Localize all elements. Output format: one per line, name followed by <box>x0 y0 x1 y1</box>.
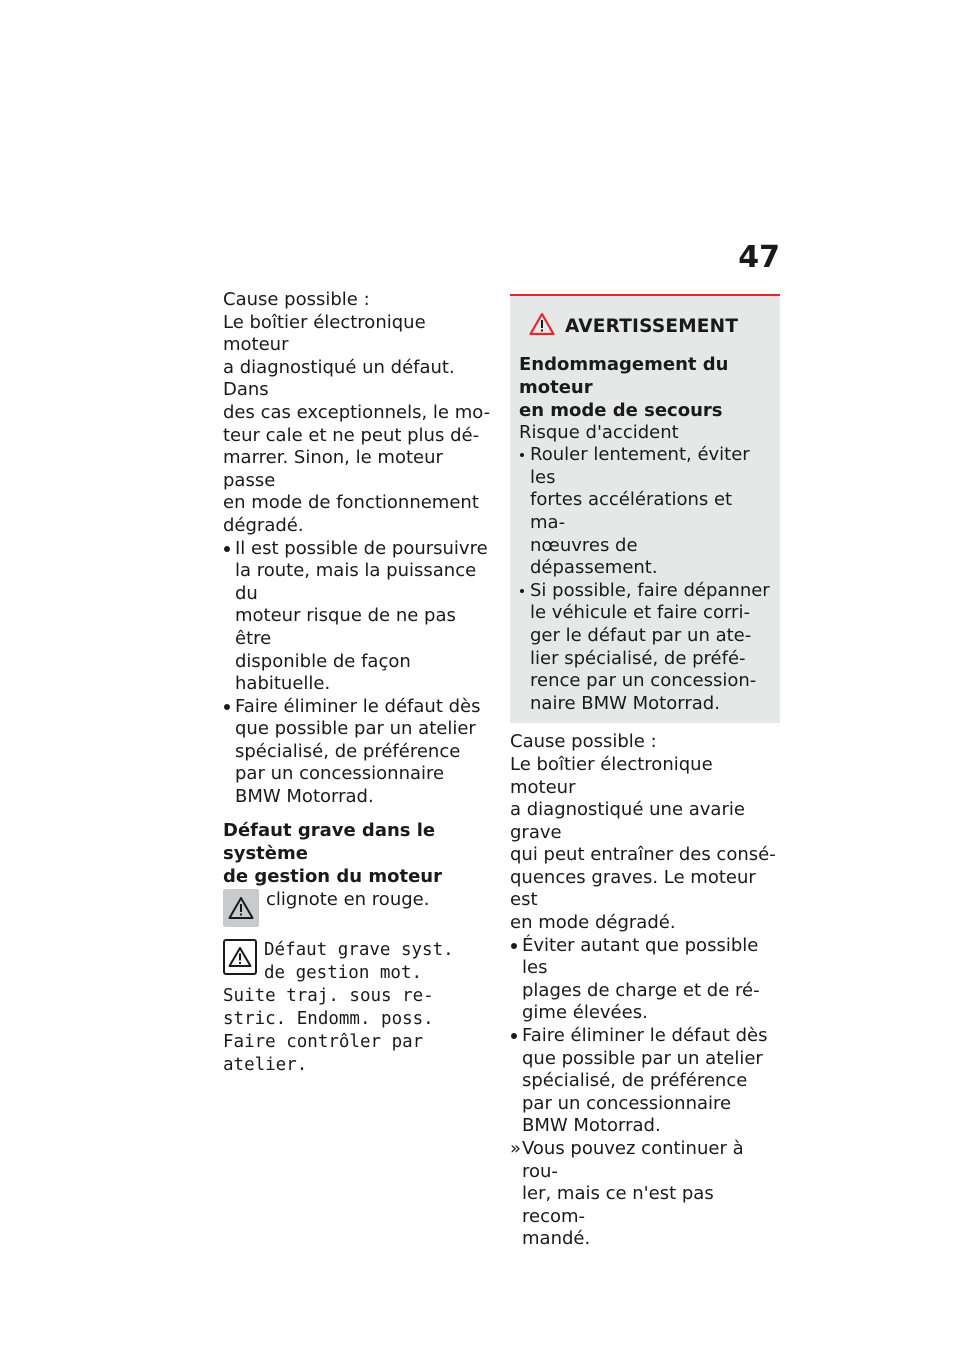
section-heading: Défaut grave dans le système de gestion du moteur <box>223 819 442 887</box>
result-marker: » <box>510 1138 522 1159</box>
warning-title-row <box>519 312 770 343</box>
left-bullet-1: Il est possible de poursuivre la route, mais la puissance du moteur risque de ne pas être disponible de façon habituelle. <box>223 538 495 696</box>
left-column <box>223 289 495 1077</box>
right-intro: Cause possible : Le boîtier électronique moteur a diagnostiqué une avarie grave qui peut entraîner des consé- quences graves. Le moteur est en mode dégradé. <box>510 731 776 934</box>
warning-subtitle: Endommagement du moteur en mode de secours <box>519 353 729 421</box>
page-number: 47 <box>738 240 780 275</box>
lamp-row <box>223 889 495 927</box>
right-bullet-1: Éviter autant que possible les plages de charge et de ré- gime élevées. <box>510 935 780 1025</box>
warning-lamp-icon <box>223 889 259 927</box>
right-column <box>510 294 780 1251</box>
left-intro: Cause possible : Le boîtier électronique moteur a diagnostiqué un défaut. Dans des cas exceptionnels, le mo- teur cale et ne peut plus dé- marrer. Sinon, le moteur passe en mode de fonctionnement dégradé. <box>223 289 491 536</box>
display-message <box>223 939 495 1077</box>
left-bullet-2: Faire éliminer le défaut dès que possible par un atelier spécialisé, de préférence par un concessionnaire BMW Motorrad. <box>223 696 495 809</box>
display-text-first: Défaut grave syst. de gestion mot. <box>264 939 454 983</box>
warning-title: AVERTISSEMENT <box>565 316 739 337</box>
right-bullet-2: Faire éliminer le défaut dès que possible par un atelier spécialisé, de préférence par un concessionnaire BMW Motorrad. <box>510 1025 780 1138</box>
result-item <box>510 1138 780 1251</box>
warning-bullet-2: Si possible, faire dépanner le véhicule et faire corri- ger le défaut par un ate- lier spécialisé, de préfé- rence par un concession- naire BMW Motorrad. <box>519 580 770 716</box>
warning-risk: Risque d'accident <box>519 421 679 443</box>
display-text-rest: Suite traj. sous re- stric. Endomm. poss. Faire contrôler par atelier. <box>223 985 434 1075</box>
warning-bullet-1: Rouler lentement, éviter les fortes accélérations et ma- nœuvres de dépassement. <box>519 444 770 580</box>
warning-box <box>510 294 780 723</box>
lamp-text: clignote en rouge. <box>266 888 430 910</box>
display-warning-icon <box>223 939 257 975</box>
warning-triangle-icon <box>529 312 555 343</box>
result-text: Vous pouvez continuer à rou- ler, mais ce n'est pas recom- mandé. <box>522 1138 744 1250</box>
